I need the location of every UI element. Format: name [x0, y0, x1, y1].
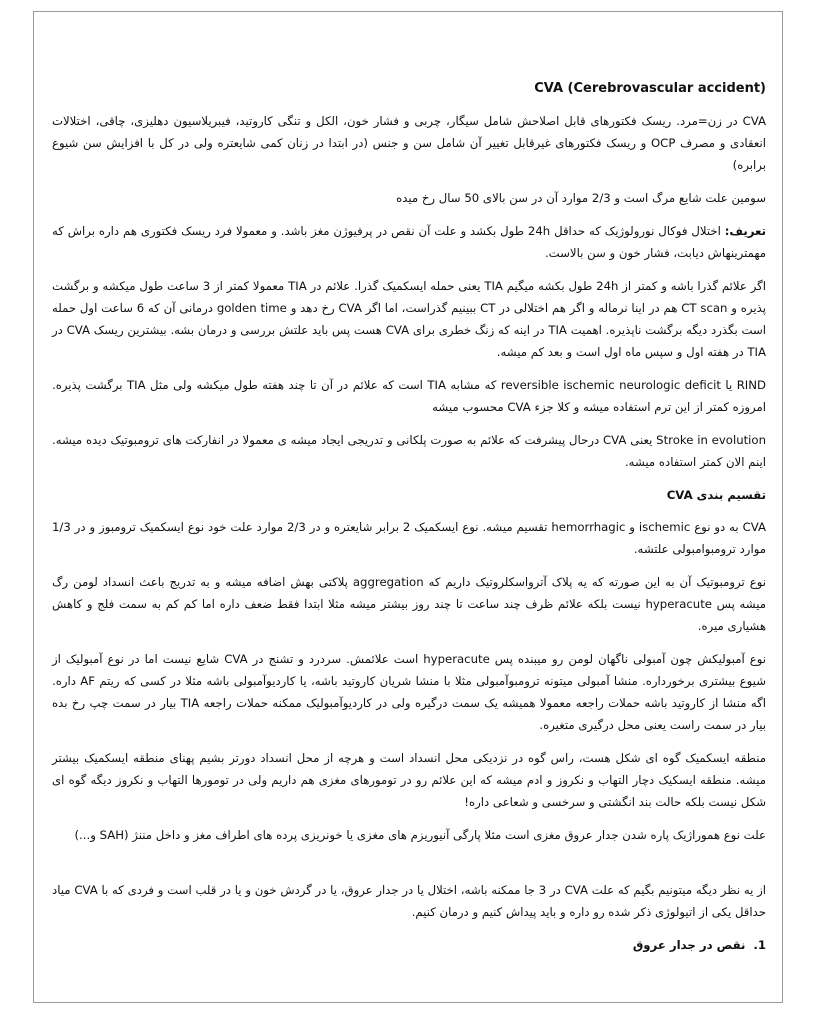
definition-label: تعریف: — [724, 224, 766, 238]
document-title: CVA (Cerebrovascular accident) — [534, 81, 766, 96]
document-page — [33, 11, 783, 1003]
paragraph-mortality: سومین علت شایع مرگ است و 2/3 موارد آن در سن بالای 50 سال رخ میده — [396, 191, 766, 205]
paragraph-embolic: نوع آمبولیکش چون آمبولی ناگهان لومن رو میبنده پس hyperacute است علائمش. سردرد و تشنج در CVA شایع نیست اما در نوع آمبولیک از شیوع بیشتری برخورداره. منشا آمبولی میتونه ترومبوآمبولی مثلا با منشا شریان کاروتید باشه، یا کاردیوآمبولی باشه مثلا در کسی که ریتم AF داره. اگه منشا از کاروتید باشه حملات راجعه معمولا همیشه یک سمت درگیره ولی در کاردیوآمبولیک ممکنه حملات راجعه TIA بیار در سمت چپ رخ بده بیار در سمت راست یعنی محل درگیری متغیره. — [52, 652, 766, 732]
paragraph-stroke-evolution: Stroke in evolution یعنی CVA درحال پیشرفت که علائم به صورت پلکانی و تدریجی ایجاد میشه ی معمولا در انفارکت های ترومبوتیک دیده میشه. اینم الان کمتر استفاده میشه. — [52, 433, 766, 469]
item-text: نقص در جدار عروق — [632, 938, 746, 952]
paragraph-ischemic-zone: منطقه ایسکمیک گوه ای شکل هست، راس گوه در نزدیکی محل انسداد است و هرچه از محل انسداد دورتر بشیم پهنای منطقه ایسکمیک بیشتر میشه. منطقه ایسکیک دچار التهاب و نکروز و ادم میشه که این علائم رو در تومورهای مغزی هم داریم ولی در تومورها التهاب و نکروز دیگه گوه ای شکل نیست بلکه حالت بند انگشتی و سرخسی و شعاعی داره! — [52, 751, 766, 809]
blank-line — [52, 857, 766, 879]
paragraph-classification: CVA به دو نوع ischemic و hemorrhagic تقسیم میشه. نوع ایسکمیک 2 برابر شایعتره و در 2/3 موارد علت خود نوع ایسکمیک ترومبوز و در 1/3 موارد ترومبوامبولی علتشه. — [52, 520, 766, 556]
paragraph-hemorrhagic: علت نوع هموراژیک پاره شدن جدار عروق مغزی است مثلا پارگی آنیوریزم های مغزی یا خونریزی پرده های اطراف مغز و داخل مننژ (SAH و...) — [74, 828, 766, 842]
numbered-item-1 — [52, 934, 766, 956]
paragraph-rind: RIND یا reversible ischemic neurologic deficit که مشابه TIA است که علائم در آن تا چند هفته طول میکشه ولی مثل TIA برگشت پذیره. امروزه کمتر از این ترم استفاده میشه و کلا جزء CVA محسوب میشه — [52, 378, 766, 414]
paragraph-risk-factors: CVA در زن=مرد. ریسک فکتورهای قابل اصلاحش شامل سیگار، چربی و فشار خون، الکل و تنگی کاروتید، فیبریلاسیون دهلیزی، چاقی، اختلالات انعقادی و مصرف OCP و ریسک فکتورهای غیرقابل تغییر آن شامل سن و جنس (در ابتدا در زنان کمی شایعتره ولی در کل با افزایش سن شیوع برابره) — [52, 114, 767, 172]
definition-text: اختلال فوکال نورولوژیک که حداقل 24h طول بکشد و علت آن نقص در پرفیوژن مغز باشد. و معمولا فرد ریسک فکتوری هم داره براش که مهمترینهاش دیابت، فشار خون و سن بالاست. — [52, 224, 766, 260]
paragraph-thrombotic: نوع ترومبوتیک آن به این صورته که یه پلاک آترواسکلروتیک داریم که aggregation پلاکتی بهش اضافه میشه و به تدریج باعث انسداد لومن رگ میشه پس hyperacute نیست بلکه علائم ظرف چند ساعت تا چند روز بیشتر میشه مثلا ابتدا فقط ضعف داره اما کم کم به سمت فلج و کاهش هشیاری میره. — [52, 575, 766, 633]
section-heading-classification: تقسیم بندی CVA — [666, 488, 766, 502]
paragraph-etiology: از یه نظر دیگه میتونیم بگیم که علت CVA در 3 جا ممکنه باشه، اختلال یا در جدار عروق، یا در گردش خون و یا در قلب است و فردی که با CVA میاد حداقل یکی از اتیولوژی ذکر شده رو داره و باید پیداش کنیم و درمان کنیم. — [52, 883, 767, 919]
paragraph-tia: اگر علائم گذرا باشه و کمتر از 24h طول بکشه میگیم TIA یعنی حمله ایسکمیک گذرا. علائم در TIA معمولا کمتر از 3 ساعت طول میکشه و برگشت پذیره و CT scan هم در اینا نرماله و اگر هم اختلالی در CT ببینیم گذراست، اما اگر CVA رخ دهد و golden time درمانی آن که 6 ساعت اول حمله است بگذرد دیگه برگشت ناپذیره. اهمیت TIA در اینه که زنگ خطری برای CVA هست پس باید علتش بررسی و درمان بشه. بیشترین ریسک CVA در TIA در هفته اول و سپس ماه اول است و بعد کم میشه. — [52, 279, 767, 359]
item-number: 1. — [753, 938, 766, 952]
paragraph-definition — [52, 220, 766, 264]
document-body — [52, 78, 766, 967]
